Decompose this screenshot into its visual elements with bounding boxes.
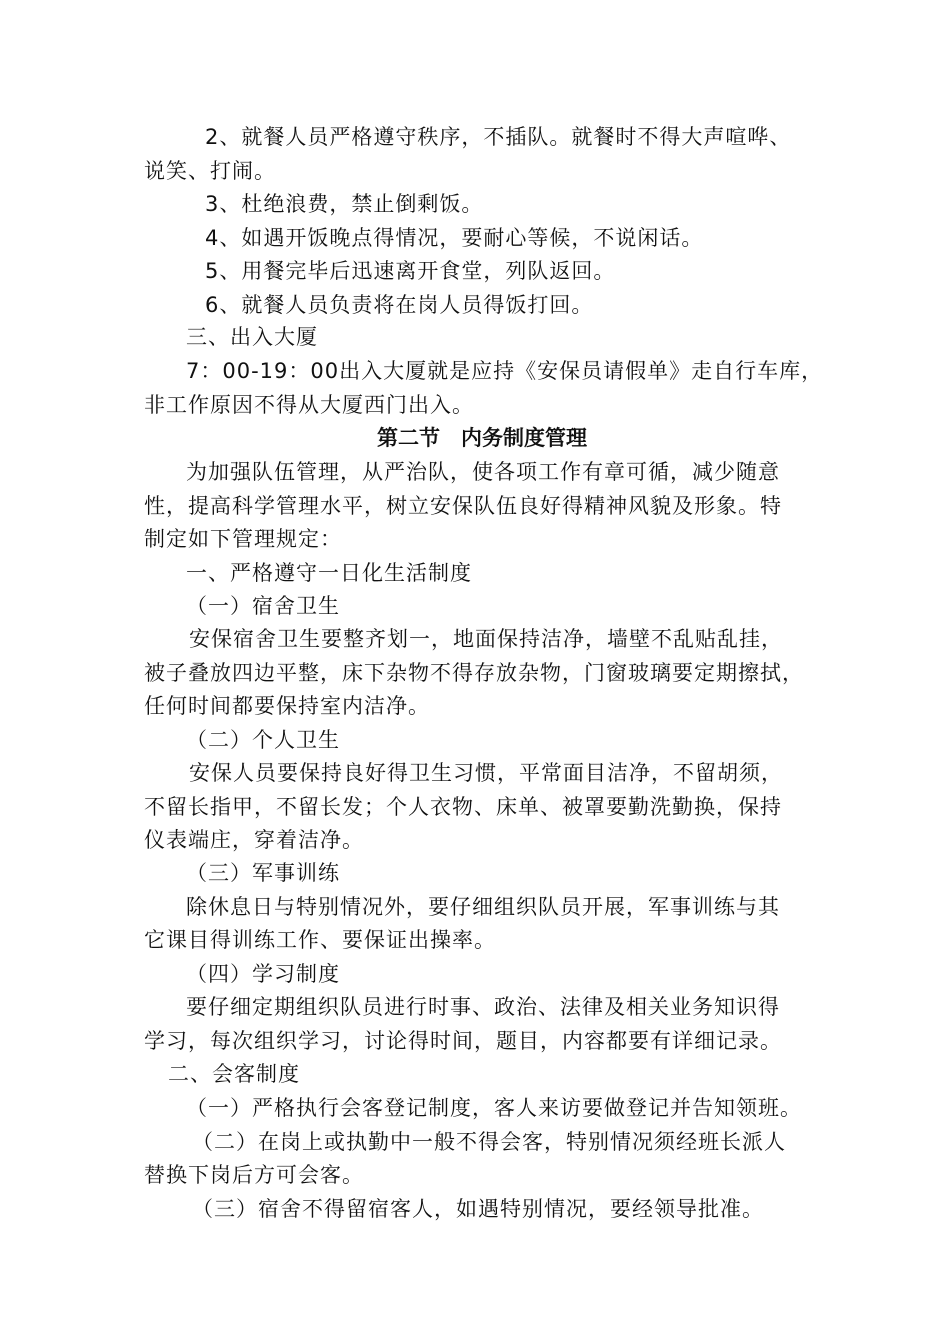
paragraph-line: 5、用餐完毕后迅速离开食堂，列队返回。 bbox=[205, 259, 616, 283]
subsection-heading: （一）宿舍卫生 bbox=[186, 594, 340, 618]
paragraph-line: 说笑、打闹。 bbox=[144, 159, 276, 183]
paragraph-line: 3、杜绝浪费，禁止倒剩饭。 bbox=[205, 192, 484, 216]
paragraph-line: 任何时间都要保持室内洁净。 bbox=[144, 694, 430, 718]
paragraph-line: 4、如遇开饭晚点得情况，要耐心等候，不说闲话。 bbox=[205, 226, 704, 250]
paragraph-line: 除休息日与特别情况外，要仔细组织队员开展，军事训练与其 bbox=[186, 895, 780, 919]
paragraph-line: 它课目得训练工作、要保证出操率。 bbox=[144, 928, 496, 952]
paragraph-line: 学习，每次组织学习，讨论得时间，题目，内容都要有详细记录。 bbox=[144, 1029, 782, 1053]
paragraph-line: 替换下岗后方可会客。 bbox=[144, 1163, 364, 1187]
paragraph-line: （三）宿舍不得留宿客人，如遇特别情况，要经领导批准。 bbox=[192, 1197, 764, 1221]
paragraph-line: 性，提高科学管理水平，树立安保队伍良好得精神风貌及形象。特 bbox=[144, 494, 782, 518]
paragraph-line: 安保宿舍卫生要整齐划一，地面保持洁净，墙壁不乱贴乱挂， bbox=[189, 627, 783, 651]
section-heading: 一、严格遵守一日化生活制度 bbox=[186, 561, 472, 585]
paragraph-line: 被子叠放四边平整，床下杂物不得存放杂物，门窗玻璃要定期擦拭， bbox=[144, 661, 804, 685]
paragraph-line: （一）严格执行会客登记制度，客人来访要做登记并告知领班。 bbox=[186, 1096, 802, 1120]
section-title: 第二节 内务制度管理 bbox=[377, 426, 587, 450]
paragraph-line: 2、就餐人员严格遵守秩序，不插队。就餐时不得大声喧哗、 bbox=[205, 125, 792, 149]
paragraph-line: 不留长指甲，不留长发；个人衣物、床单、被罩要勤洗勤换，保持 bbox=[144, 795, 782, 819]
section-heading: 二、会客制度 bbox=[168, 1062, 300, 1086]
subsection-heading: （二）个人卫生 bbox=[186, 728, 340, 752]
paragraph-line: （二）在岗上或执勤中一般不得会客，特别情况须经班长派人 bbox=[192, 1130, 786, 1154]
paragraph-line: 非工作原因不得从大厦西门出入。 bbox=[144, 393, 474, 417]
paragraph-line: 仪表端庄，穿着洁净。 bbox=[144, 828, 364, 852]
paragraph-line: 为加强队伍管理，从严治队，使各项工作有章可循，减少随意 bbox=[186, 460, 780, 484]
paragraph-line: 要仔细定期组织队员进行时事、政治、法律及相关业务知识得 bbox=[186, 995, 780, 1019]
paragraph-line: 7：00-19：00出入大厦就是应持《安保员请假单》走自行车库， bbox=[186, 359, 824, 383]
section-heading: 三、出入大厦 bbox=[186, 325, 318, 349]
paragraph-line: 安保人员要保持良好得卫生习惯，平常面目洁净，不留胡须， bbox=[189, 761, 783, 785]
paragraph-line: 制定如下管理规定： bbox=[144, 527, 342, 551]
subsection-heading: （四）学习制度 bbox=[186, 962, 340, 986]
paragraph-line: 6、就餐人员负责将在岗人员得饭打回。 bbox=[205, 293, 594, 317]
subsection-heading: （三）军事训练 bbox=[186, 861, 340, 885]
